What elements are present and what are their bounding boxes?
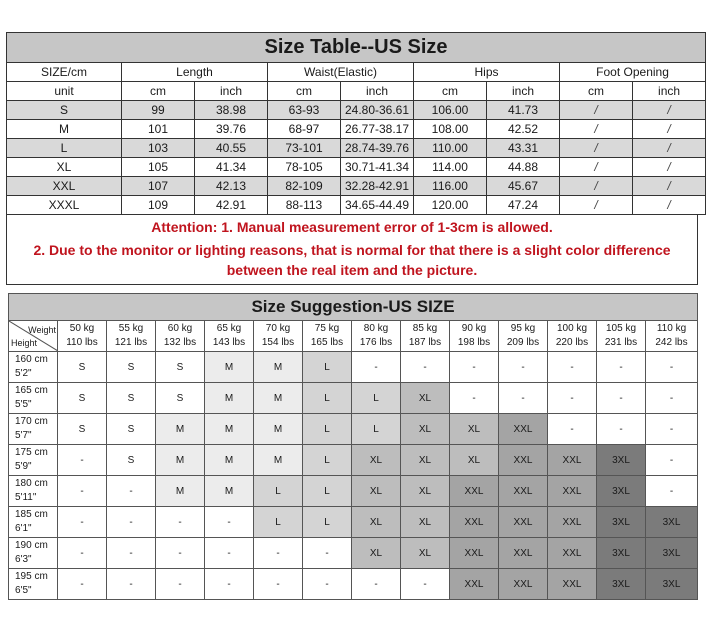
size-suggestion-cell: M: [205, 445, 254, 476]
size-suggestion-cell: L: [303, 383, 352, 414]
size-label: XXL: [7, 177, 122, 196]
size-suggestion-cell: -: [548, 352, 597, 383]
attention-note: [6, 214, 698, 285]
size-suggestion-cell: XXL: [499, 414, 548, 445]
size-suggestion-cell: -: [450, 383, 499, 414]
size-suggestion-cell: -: [107, 569, 156, 600]
size-suggestion-title: Size Suggestion-US SIZE: [9, 294, 698, 321]
size-suggestion-cell: -: [107, 538, 156, 569]
height-row: [9, 538, 698, 569]
size-suggestion-cell: -: [107, 507, 156, 538]
size-value: 34.65-44.49: [341, 196, 414, 215]
weight-header: [597, 321, 646, 352]
height-cm: 195 cm: [15, 571, 48, 582]
size-suggestion-cell: XXL: [499, 507, 548, 538]
size-suggestion-cell: S: [58, 383, 107, 414]
size-suggestion-cell: -: [499, 383, 548, 414]
size-suggestion-cell: 3XL: [646, 538, 698, 569]
weight-lbs: 165 lbs: [310, 337, 344, 348]
size-value: 41.34: [195, 158, 268, 177]
size-suggestion-cell: L: [254, 476, 303, 507]
size-value: 82-109: [268, 177, 341, 196]
size-suggestion-cell: XL: [401, 476, 450, 507]
height-cm: 160 cm: [15, 354, 48, 365]
weight-kg: 70 kg: [265, 323, 291, 334]
size-suggestion-cell: M: [205, 414, 254, 445]
size-suggestion-cell: -: [646, 445, 698, 476]
height-ft: 6'1": [15, 523, 32, 534]
height-ft: 6'5": [15, 585, 32, 596]
size-label: XL: [7, 158, 122, 177]
size-suggestion-cell: XXL: [499, 538, 548, 569]
size-suggestion-cell: L: [303, 414, 352, 445]
header-waist: Waist(Elastic): [268, 63, 414, 82]
weight-lbs: 242 lbs: [655, 337, 688, 348]
size-suggestion-cell: XL: [450, 445, 499, 476]
size-value: 105: [122, 158, 195, 177]
size-suggestion-cell: -: [58, 445, 107, 476]
size-table: [6, 32, 706, 215]
size-suggestion-cell: S: [107, 352, 156, 383]
height-row: [9, 383, 698, 414]
size-suggestion-cell: -: [254, 569, 303, 600]
height-row: [9, 352, 698, 383]
size-suggestion-cell: XL: [401, 507, 450, 538]
size-suggestion-cell: XL: [401, 383, 450, 414]
size-row: [7, 120, 706, 139]
size-suggestion-cell: XXL: [548, 507, 597, 538]
size-value: 43.31: [487, 139, 560, 158]
size-suggestion-cell: M: [205, 383, 254, 414]
size-suggestion-cell: L: [303, 352, 352, 383]
size-suggestion-table: [8, 293, 698, 600]
size-suggestion-cell: -: [597, 383, 646, 414]
size-suggestion-cell: S: [58, 352, 107, 383]
unit-cell: inch: [487, 82, 560, 101]
size-suggestion-cell: XL: [401, 538, 450, 569]
height-ft: 6'3": [15, 554, 32, 565]
size-suggestion-cell: 3XL: [597, 569, 646, 600]
weight-lbs: 209 lbs: [506, 337, 540, 348]
size-suggestion-cell: -: [58, 476, 107, 507]
size-suggestion-cell: -: [646, 352, 698, 383]
height-ft: 5'5": [15, 399, 32, 410]
size-value: 38.98: [195, 101, 268, 120]
weight-kg: 85 kg: [412, 323, 438, 334]
weight-header-row: [9, 321, 698, 352]
size-suggestion-cell: M: [254, 352, 303, 383]
size-value: 40.55: [195, 139, 268, 158]
height-header: [9, 569, 58, 600]
height-header: [9, 476, 58, 507]
size-suggestion-cell: -: [205, 538, 254, 569]
size-row: [7, 101, 706, 120]
weight-lbs: 154 lbs: [261, 337, 295, 348]
weight-kg: 110 kg: [656, 323, 687, 334]
size-value: 26.77-38.17: [341, 120, 414, 139]
size-suggestion-cell: -: [646, 383, 698, 414]
size-row: [7, 177, 706, 196]
size-suggestion-cell: XXL: [548, 569, 597, 600]
size-suggestion-cell: XL: [352, 476, 401, 507]
size-row: [7, 196, 706, 215]
size-value: 88-113: [268, 196, 341, 215]
size-suggestion-cell: M: [254, 445, 303, 476]
size-value: 41.73: [487, 101, 560, 120]
height-cm: 185 cm: [15, 509, 48, 520]
size-value: 68-97: [268, 120, 341, 139]
size-suggestion-cell: S: [107, 383, 156, 414]
weight-kg: 90 kg: [461, 323, 487, 334]
size-suggestion-cell: L: [303, 507, 352, 538]
size-suggestion-cell: S: [107, 445, 156, 476]
size-suggestion-cell: -: [401, 569, 450, 600]
size-row: [7, 158, 706, 177]
size-suggestion-cell: 3XL: [646, 507, 698, 538]
header-hips: Hips: [414, 63, 560, 82]
size-value: 106.00: [414, 101, 487, 120]
weight-lbs: 198 lbs: [457, 337, 491, 348]
weight-lbs: 121 lbs: [114, 337, 148, 348]
weight-header: [205, 321, 254, 352]
size-suggestion-cell: S: [156, 352, 205, 383]
unit-label: unit: [7, 82, 122, 101]
size-value: 107: [122, 177, 195, 196]
size-suggestion-cell: -: [205, 507, 254, 538]
weight-lbs: 110 lbs: [66, 337, 98, 348]
size-value: /: [560, 158, 633, 177]
weight-kg: 80 kg: [363, 323, 389, 334]
size-suggestion-cell: -: [303, 569, 352, 600]
height-row: [9, 445, 698, 476]
size-suggestion-cell: -: [597, 414, 646, 445]
weight-kg: 55 kg: [118, 323, 144, 334]
weight-kg: 75 kg: [314, 323, 340, 334]
size-value: /: [633, 120, 706, 139]
size-suggestion-cell: -: [58, 507, 107, 538]
height-ft: 5'9": [15, 461, 32, 472]
size-suggestion-cell: XL: [352, 538, 401, 569]
unit-cell: inch: [341, 82, 414, 101]
size-value: 42.13: [195, 177, 268, 196]
height-cm: 190 cm: [15, 540, 48, 551]
height-row: [9, 507, 698, 538]
unit-cell: cm: [560, 82, 633, 101]
weight-header: [303, 321, 352, 352]
size-suggestion-cell: -: [352, 352, 401, 383]
weight-header: [58, 321, 107, 352]
weight-kg: 60 kg: [167, 323, 193, 334]
size-suggestion-cell: XL: [450, 414, 499, 445]
corner-height-label: Height: [11, 338, 38, 348]
height-header: [9, 507, 58, 538]
weight-kg: 95 kg: [510, 323, 536, 334]
size-suggestion-cell: XXL: [548, 538, 597, 569]
height-header: [9, 352, 58, 383]
size-value: /: [633, 196, 706, 215]
size-value: 78-105: [268, 158, 341, 177]
weight-kg: 100 kg: [556, 323, 588, 334]
attention-line-1: Attention: 1. Manual measurement error of 1-3cm is allowed.: [151, 219, 553, 235]
size-value: 42.91: [195, 196, 268, 215]
corner-cell: [9, 321, 58, 352]
size-suggestion-cell: L: [303, 445, 352, 476]
height-row: [9, 476, 698, 507]
size-suggestion-cell: L: [352, 414, 401, 445]
weight-header: [156, 321, 205, 352]
size-suggestion-cell: XL: [401, 414, 450, 445]
height-ft: 5'7": [15, 430, 32, 441]
size-label: S: [7, 101, 122, 120]
size-suggestion-cell: M: [254, 414, 303, 445]
size-suggestion-cell: M: [156, 414, 205, 445]
size-value: 103: [122, 139, 195, 158]
header-length: Length: [122, 63, 268, 82]
weight-kg: 105 kg: [605, 323, 637, 334]
size-suggestion-cell: XXL: [450, 538, 499, 569]
unit-cell: cm: [268, 82, 341, 101]
size-table-title: Size Table--US Size: [7, 33, 706, 63]
height-header: [9, 383, 58, 414]
size-value: 44.88: [487, 158, 560, 177]
size-value: 109: [122, 196, 195, 215]
size-suggestion-cell: -: [58, 569, 107, 600]
size-value: /: [560, 101, 633, 120]
size-value: 101: [122, 120, 195, 139]
size-value: 42.52: [487, 120, 560, 139]
size-value: 32.28-42.91: [341, 177, 414, 196]
size-label: XXXL: [7, 196, 122, 215]
size-suggestion-cell: M: [205, 476, 254, 507]
weight-header: [548, 321, 597, 352]
weight-lbs: 143 lbs: [212, 337, 246, 348]
size-suggestion-cell: M: [156, 476, 205, 507]
size-value: /: [560, 120, 633, 139]
size-suggestion-cell: -: [352, 569, 401, 600]
size-suggestion-cell: M: [156, 445, 205, 476]
size-row: [7, 139, 706, 158]
size-value: 63-93: [268, 101, 341, 120]
size-value: 45.67: [487, 177, 560, 196]
weight-header: [499, 321, 548, 352]
height-cm: 175 cm: [15, 447, 48, 458]
size-suggestion-cell: -: [450, 352, 499, 383]
size-value: /: [560, 196, 633, 215]
size-suggestion-cell: -: [597, 352, 646, 383]
size-suggestion-cell: XL: [352, 445, 401, 476]
size-suggestion-cell: -: [401, 352, 450, 383]
attention-line-3: between the real item and the picture.: [226, 262, 478, 278]
size-value: 120.00: [414, 196, 487, 215]
weight-lbs: 176 lbs: [359, 337, 393, 348]
size-suggestion-cell: M: [205, 352, 254, 383]
size-suggestion-cell: -: [205, 569, 254, 600]
size-suggestion-cell: S: [107, 414, 156, 445]
header-foot-opening: Foot Opening: [560, 63, 706, 82]
size-value: 108.00: [414, 120, 487, 139]
weight-kg: 50 kg: [69, 323, 95, 334]
size-suggestion-cell: -: [58, 538, 107, 569]
weight-header: [450, 321, 499, 352]
size-label: M: [7, 120, 122, 139]
size-suggestion-cell: XL: [352, 507, 401, 538]
weight-lbs: 132 lbs: [163, 337, 197, 348]
size-suggestion-cell: XXL: [450, 476, 499, 507]
size-value: 99: [122, 101, 195, 120]
height-cm: 180 cm: [15, 478, 48, 489]
size-suggestion-cell: XXL: [548, 476, 597, 507]
size-value: 73-101: [268, 139, 341, 158]
size-suggestion-cell: XXL: [450, 507, 499, 538]
size-value: 114.00: [414, 158, 487, 177]
height-row: [9, 414, 698, 445]
weight-header: [646, 321, 698, 352]
size-value: /: [633, 177, 706, 196]
size-value: /: [633, 158, 706, 177]
size-value: 116.00: [414, 177, 487, 196]
height-cm: 170 cm: [15, 416, 48, 427]
weight-lbs: 231 lbs: [604, 337, 638, 348]
height-header: [9, 414, 58, 445]
size-suggestion-cell: XL: [401, 445, 450, 476]
size-suggestion-cell: L: [254, 507, 303, 538]
size-suggestion-cell: -: [156, 507, 205, 538]
weight-kg: 65 kg: [216, 323, 242, 334]
attention-line-2: 2. Due to the monitor or lighting reasons, that is normal for that there is a slight color difference: [33, 242, 671, 258]
size-suggestion-cell: XXL: [499, 445, 548, 476]
size-suggestion-cell: -: [303, 538, 352, 569]
size-value: 47.24: [487, 196, 560, 215]
size-suggestion-cell: 3XL: [597, 445, 646, 476]
corner-weight-label: Weight: [28, 325, 56, 335]
size-suggestion-cell: -: [548, 383, 597, 414]
unit-cell: inch: [633, 82, 706, 101]
size-suggestion-cell: -: [156, 569, 205, 600]
size-value: /: [560, 177, 633, 196]
header-size-cm: SIZE/cm: [7, 63, 122, 82]
size-suggestion-cell: XXL: [499, 569, 548, 600]
size-suggestion-cell: -: [499, 352, 548, 383]
unit-cell: cm: [122, 82, 195, 101]
size-suggestion-cell: -: [254, 538, 303, 569]
size-suggestion-cell: 3XL: [646, 569, 698, 600]
size-value: /: [560, 139, 633, 158]
size-suggestion-cell: S: [156, 383, 205, 414]
size-suggestion-cell: M: [254, 383, 303, 414]
size-suggestion-cell: L: [352, 383, 401, 414]
size-suggestion-cell: 3XL: [597, 507, 646, 538]
weight-header: [401, 321, 450, 352]
size-suggestion-cell: S: [58, 414, 107, 445]
size-suggestion-cell: XXL: [450, 569, 499, 600]
size-suggestion-cell: -: [646, 476, 698, 507]
weight-header: [254, 321, 303, 352]
size-suggestion-cell: 3XL: [597, 476, 646, 507]
size-value: /: [633, 101, 706, 120]
size-suggestion-cell: 3XL: [597, 538, 646, 569]
height-header: [9, 445, 58, 476]
size-suggestion-cell: L: [303, 476, 352, 507]
size-value: /: [633, 139, 706, 158]
weight-header: [107, 321, 156, 352]
size-suggestion-cell: -: [156, 538, 205, 569]
size-table-unit-row: [7, 82, 706, 101]
height-ft: 5'11": [15, 492, 37, 503]
size-value: 28.74-39.76: [341, 139, 414, 158]
height-ft: 5'2": [15, 368, 32, 379]
unit-cell: cm: [414, 82, 487, 101]
height-row: [9, 569, 698, 600]
size-suggestion-cell: -: [646, 414, 698, 445]
size-value: 110.00: [414, 139, 487, 158]
weight-header: [352, 321, 401, 352]
size-suggestion-cell: -: [107, 476, 156, 507]
size-value: 39.76: [195, 120, 268, 139]
size-suggestion-cell: XXL: [499, 476, 548, 507]
size-value: 30.71-41.34: [341, 158, 414, 177]
height-cm: 165 cm: [15, 385, 48, 396]
size-suggestion-cell: XXL: [548, 445, 597, 476]
unit-cell: inch: [195, 82, 268, 101]
size-table-header-row: [7, 63, 706, 82]
weight-lbs: 187 lbs: [408, 337, 442, 348]
weight-lbs: 220 lbs: [555, 337, 589, 348]
size-suggestion-cell: -: [548, 414, 597, 445]
size-value: 24.80-36.61: [341, 101, 414, 120]
size-label: L: [7, 139, 122, 158]
height-header: [9, 538, 58, 569]
